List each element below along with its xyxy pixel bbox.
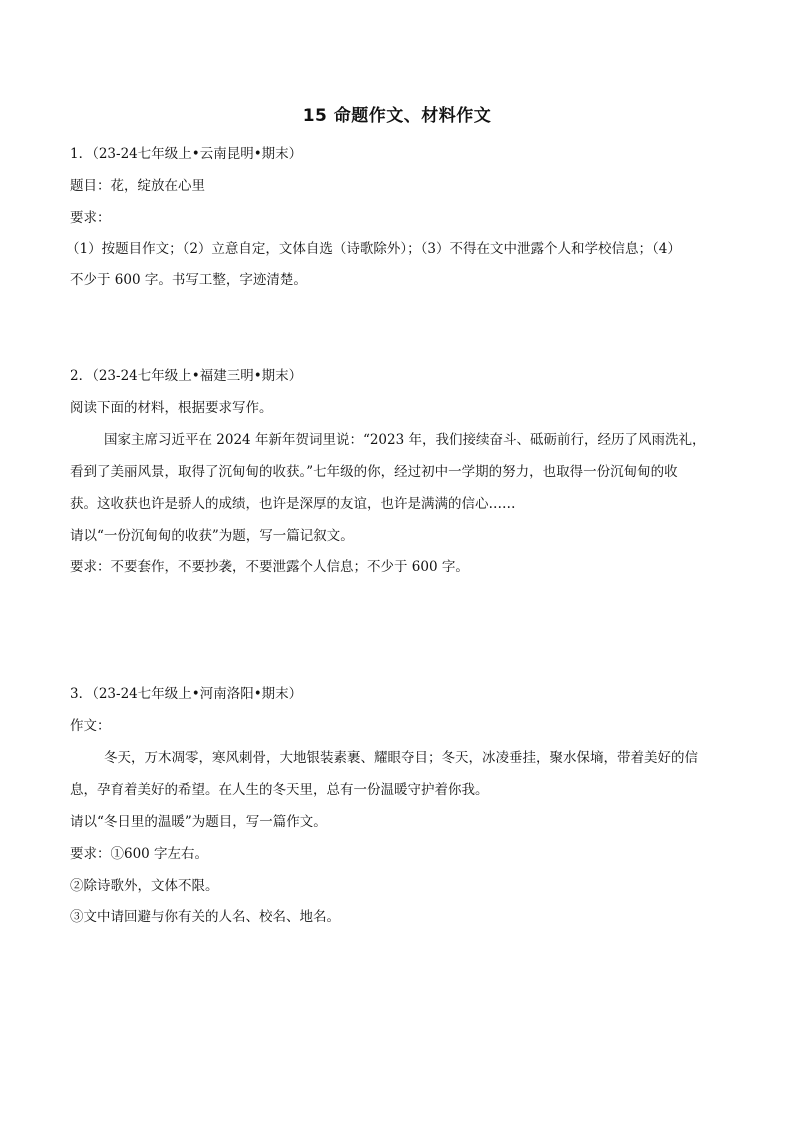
q2-requirements: 要求：不要套作，不要抄袭，不要泄露个人信息；不少于 600 字。 bbox=[70, 559, 469, 575]
q2-intro: 阅读下面的材料，根据要求写作。 bbox=[70, 400, 273, 416]
q1-requirements-line-2: 不少于 600 字。书写工整，字迹清楚。 bbox=[70, 272, 307, 288]
q3-material-line-1: 冬天，万木凋零，寒风刺骨，大地银装素裹、耀眼夺目；冬天，冰凌垂挂，聚水保墒，带着美好的信 bbox=[104, 750, 698, 766]
q3-requirement-2: ②除诗歌外，文体不限。 bbox=[70, 878, 219, 894]
q3-requirement-3: ③文中请回避与你有关的人名、校名、地名。 bbox=[70, 909, 340, 925]
q1-requirements-line-1: （1）按题目作文；（2）立意自定，文体自选（诗歌除外）；（3）不得在文中泄露个人和学校信息；（4） bbox=[66, 241, 681, 257]
q1-requirements-label: 要求： bbox=[70, 210, 111, 226]
q1-topic: 题目：花，绽放在心里 bbox=[70, 178, 205, 194]
q2-header: 2．（23-24七年级上•福建三明•期末） bbox=[70, 368, 303, 384]
q3-header: 3．（23-24七年级上•河南洛阳•期末） bbox=[70, 686, 303, 702]
q3-material-line-2: 息，孕育着美好的希望。在人生的冬天里，总有一份温暖守护着你我。 bbox=[70, 782, 489, 798]
q3-requirement-1: 要求：①600 字左右。 bbox=[70, 846, 209, 862]
page-title: 15 命题作文、材料作文 bbox=[302, 106, 492, 126]
q2-material-line-2: 看到了美丽风景，取得了沉甸甸的收获。”七年级的你，经过初中一学期的努力，也取得一份沉甸甸的收 bbox=[70, 464, 678, 480]
q3-prompt: 请以“冬日里的温暖”为题目，写一篇作文。 bbox=[70, 814, 327, 830]
q2-material-line-3: 获。这收获也许是骄人的成绩，也许是深厚的友谊，也许是满满的信心…… bbox=[70, 496, 516, 512]
q2-prompt: 请以“一份沉甸甸的收获”为题，写一篇记叙文。 bbox=[70, 528, 354, 544]
q3-label: 作文： bbox=[70, 718, 111, 734]
q1-header: 1．（23-24七年级上•云南昆明•期末） bbox=[70, 146, 303, 162]
q2-material-line-1: 国家主席习近平在 2024 年新年贺词里说：“2023 年，我们接续奋斗、砥砺前行，经历了风雨洗礼， bbox=[104, 432, 706, 448]
